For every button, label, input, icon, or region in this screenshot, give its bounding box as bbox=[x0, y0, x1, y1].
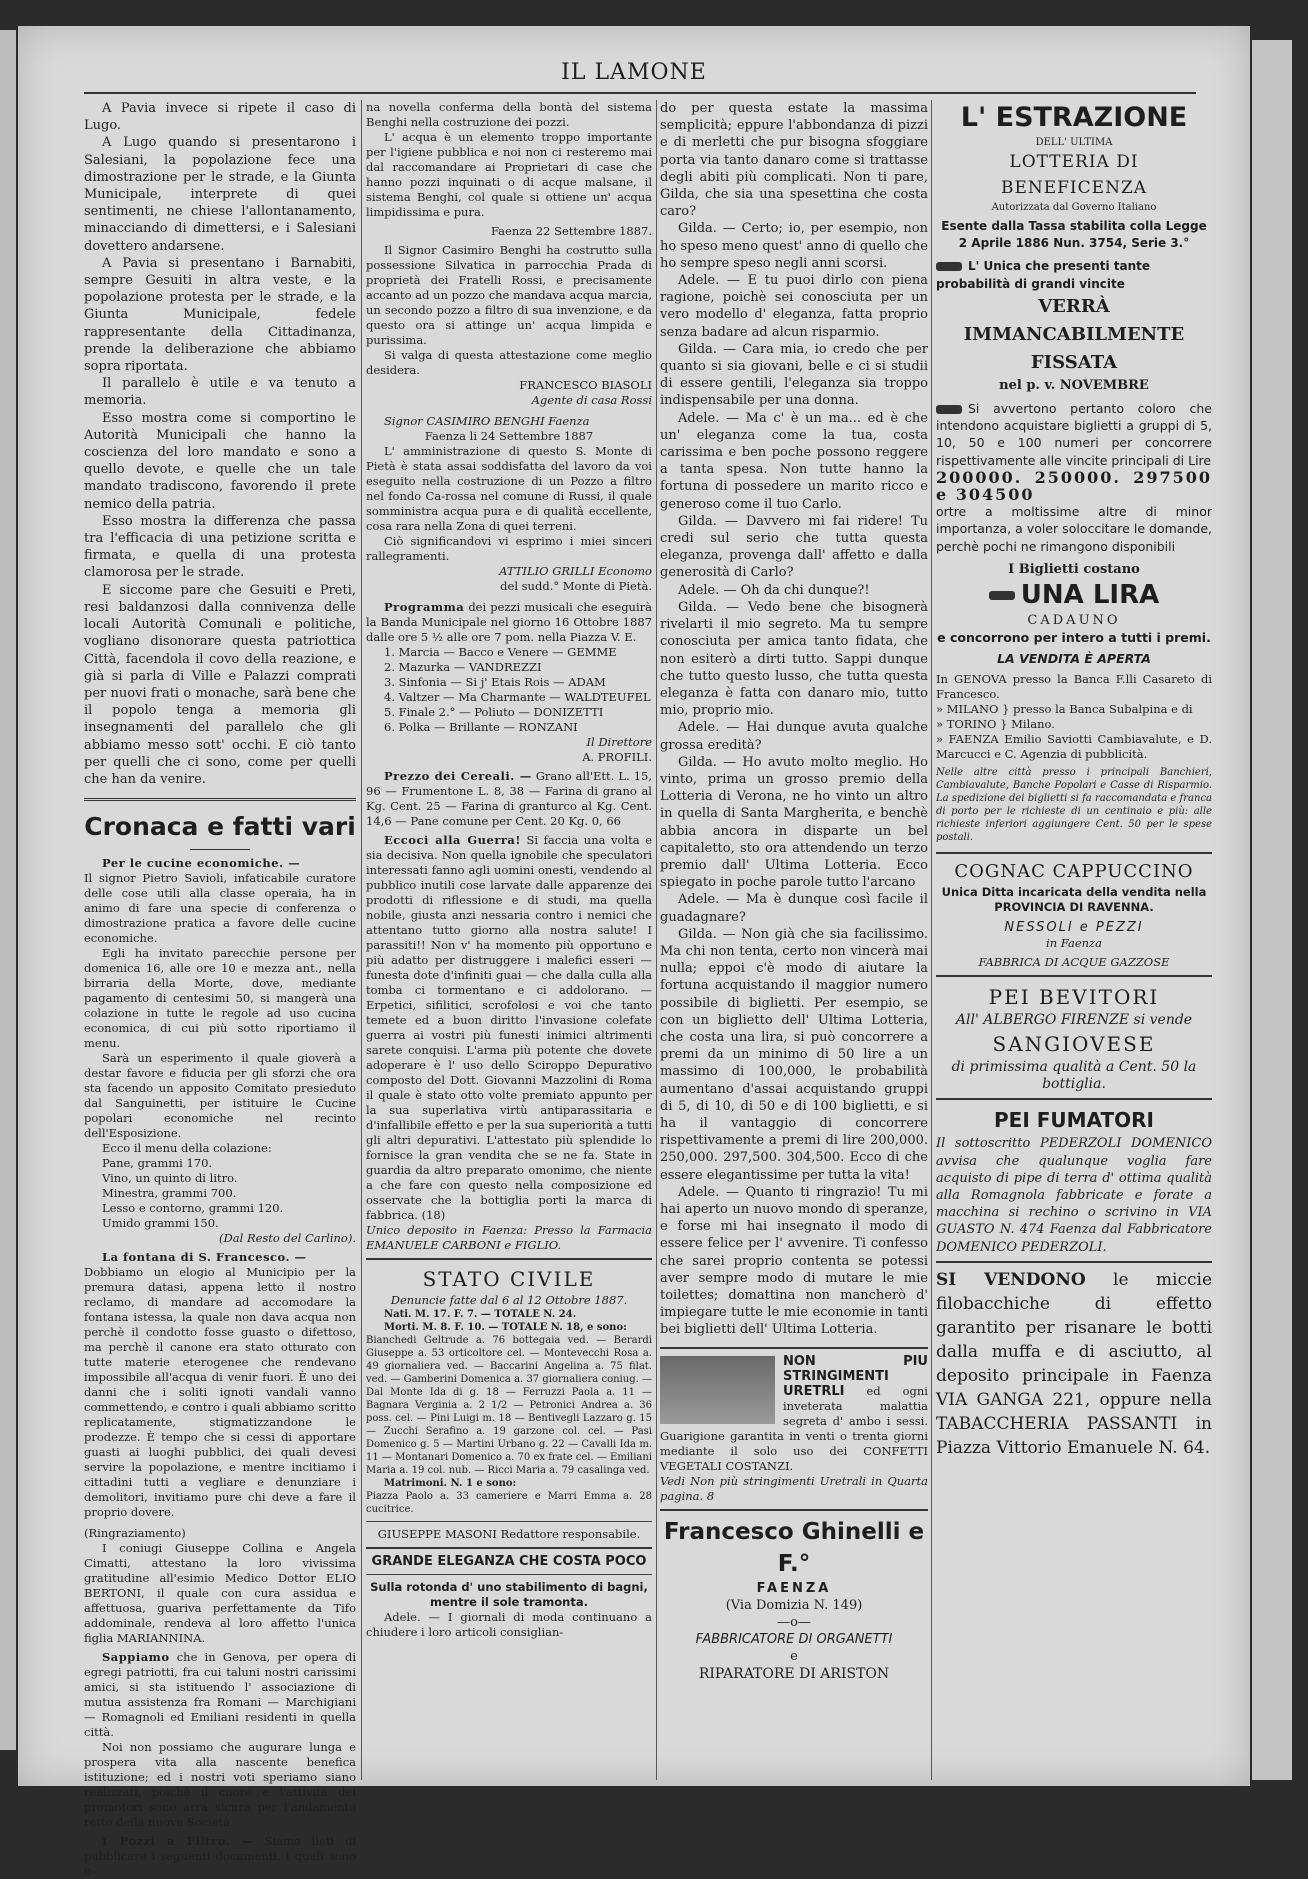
stato-civile-line: Morti. M. 8. F. 10. — TOTALE N. 18, e sono: bbox=[384, 1322, 627, 1333]
program-item: 5. Finale 2.° — Poliuto — DONIZETTI bbox=[384, 705, 604, 719]
uretri-ad bbox=[660, 1354, 928, 1504]
article-paragraph: Esso mostra la differenza che passa tra l'efficacia di una petizione scritta e firmata, e quella di una protesta clamorosa per le strade. bbox=[84, 513, 356, 581]
section-rule bbox=[936, 975, 1212, 977]
menu-item: Minestra, grammi 700. bbox=[102, 1186, 237, 1201]
news-text: Ecco il menu della colazione: bbox=[102, 1141, 272, 1156]
eleganza-title: GRANDE ELEGANZA CHE COSTA POCO bbox=[371, 1554, 647, 1569]
vendono-ad bbox=[936, 1268, 1212, 1460]
masthead: IL LAMONE bbox=[561, 60, 707, 85]
news-text: Ciò significandovi vi esprimo i miei sinceri rallegramenti. bbox=[366, 534, 652, 563]
ad-text: » FAENZA Emilio Saviotti Cambiavalute, e D. Marcucci e C. Agenzia di pubblicità. bbox=[936, 731, 1212, 761]
ad-text: in Faenza bbox=[1046, 935, 1102, 950]
bevitori-ad bbox=[936, 982, 1212, 1094]
ad-city: FAENZA bbox=[756, 1580, 832, 1596]
section-rule bbox=[936, 1098, 1212, 1100]
section-rule bbox=[366, 1521, 652, 1522]
news-text: L' acqua è un elemento troppo importante per l'igiene pubblica e noi non ci resteremo mai dal raccomandare ai Proprietari di case che hanno pozzi inquinati o di acque malsane, il sistema Benghi, col quale si ottiene un' acqua limpidissima e pura. bbox=[366, 130, 652, 219]
news-text: L' amministrazione di questo S. Monte di Pietà è stata assai soddisfatta del lavoro da voi eseguito nella costruzione di un Pozzo a filtro nel fondo Ca-rossa nel comune di Russi, il quale somministra acqua pura e di qualità eccellente, cosa rara nella Zona di quei terreni. bbox=[366, 444, 652, 533]
ad-title: PEI BEVITORI bbox=[988, 984, 1160, 1009]
item-title: Eccoci alla Guerra! bbox=[384, 833, 521, 847]
ad-title: NON PIU STRINGIMENTI URETRLI bbox=[783, 1353, 928, 1399]
ad-text: Esente dalla Tassa stabilita colla Legge 2 Aprile 1886 Nun. 3754, Serie 3.° bbox=[941, 219, 1207, 251]
eleganza-subtitle: Sulla rotonda d' uno stabilimento di bagni, mentre il sole tramonta. bbox=[370, 1580, 648, 1609]
article-paragraph: Esso mostra come si comportino le Autorità Municipali che hanno la coscienza del loro mandato e sono a quello devote, e quelle che un tale mandato tradiscono, favorendo il prete nemico della patria. bbox=[84, 410, 356, 512]
section-rule bbox=[660, 1509, 928, 1511]
news-text: na novella conferma della bontà del sistema Benghi nella costruzione dei pozzi. bbox=[366, 100, 652, 129]
item-title: La fontana di S. Francesco. — bbox=[102, 1250, 307, 1265]
dialog-line: Gilda. — Certo; io, per esempio, non ho speso meno quest' anno di quello che ho sempre speso negli anni scorsi. bbox=[660, 221, 928, 271]
ad-text: All' ALBERGO FIRENZE si vende bbox=[955, 1011, 1193, 1028]
ad-title: SI VENDONO bbox=[936, 1269, 1086, 1290]
ad-illustration bbox=[660, 1356, 775, 1424]
section-heading: Cronaca e fatti vari bbox=[84, 812, 356, 842]
ad-text: Si avvertono pertanto coloro che intendono acquistare biglietti a gruppi di 5, 10, 50 e 100 numeri per concorrere rispettivamente alle vincite principali di Lire bbox=[936, 401, 1212, 468]
article-paragraph: Il parallelo è utile e va tenuto a memoria. bbox=[84, 376, 356, 409]
ad-text: LOTTERIA DI BENEFICENZA bbox=[1000, 152, 1148, 198]
program-item: 1. Marcia — Bacco e Venere — GEMME bbox=[384, 645, 617, 659]
ad-text: RIPARATORE DI ARISTON bbox=[698, 1665, 890, 1682]
ad-text: » TORINO } Milano. bbox=[936, 716, 1055, 731]
signature: ATTILIO GRILLI Economo bbox=[499, 564, 652, 578]
ad-text: ed ogni inveterata malattia segreta d' ambo i sessi. Guarigione garantita in venti o trenta giorni mediante il solo uso dei CONFETTI VEGETALI COSTANZI. bbox=[660, 1383, 928, 1473]
item-title: Sappiamo bbox=[102, 1650, 170, 1665]
stato-civile-title: STATO CIVILE bbox=[422, 1267, 596, 1291]
news-text: Si valga di questa attestazione come meglio desidera. bbox=[366, 348, 652, 377]
pointing-hand-icon bbox=[936, 262, 962, 271]
dialog-line: Adele. — Hai dunque avuta qualche grossa eredità? bbox=[660, 720, 928, 753]
ad-text: NESSOLI e PEZZI bbox=[1004, 919, 1144, 935]
column-divider bbox=[931, 100, 932, 1780]
ad-text: LA VENDITA È APERTA bbox=[997, 651, 1151, 667]
ad-text: FABBRICATORE DI ORGANETTI bbox=[695, 1632, 893, 1648]
signature: A. PROFILI. bbox=[582, 750, 652, 764]
column-4 bbox=[936, 100, 1212, 1780]
letter-address: Signor CASIMIRO BENGHI Faenza bbox=[384, 414, 590, 428]
news-text: Il Signor Casimiro Benghi ha costrutto sulla possessione Silvatica in parrocchia Prada di proprietà dei Fratelli Rossi, e precisamente accanto ad un pozzo che mandava acqua marcia, un secondo pozzo a filtro di sua invenzione, e da questo ora si attinge un' acqua limpida e purissima. bbox=[366, 243, 652, 347]
program-item: 4. Valtzer — Ma Charmante — WALDTEUFEL bbox=[384, 690, 651, 704]
dialog-line: Adele. — Ma c' è un ma... ed è che un' eleganza come la tua, costa carissima e ben poche possono reggere a tanta spesa. Non tutte hanno la fortuna di possedere un marito ricco e generoso come il tuo Carlo. bbox=[660, 410, 928, 512]
dialog-line: Adele. — E tu puoi dirlo con piena ragione, poichè sei conosciuta per un vero modello d' eleganza, fatta proprio senza badare ad alcun risparmio. bbox=[660, 273, 928, 340]
ad-text: DELL' ULTIMA bbox=[1035, 137, 1113, 148]
stato-civile-subtitle: Denuncie fatte dal 6 al 12 Ottobre 1887. bbox=[390, 1293, 628, 1307]
fumatori-ad bbox=[936, 1105, 1212, 1255]
news-text: Il signor Pietro Savioli, infaticabile curatore delle cose utili alla classe operaia, ha in animo di fare una specie di conferenza o dimostrazione pratica a favore delle cucine economiche. bbox=[84, 871, 356, 946]
program-item: 3. Sinfonia — Si j' Etais Rois — ADAM bbox=[384, 675, 606, 689]
dialog-line: Adele. — Quanto ti ringrazio! Tu mi hai aperto un nuovo mondo di speranze, e forse mi hai insegnato il modo di essere felice per l' avvenire. Ti confesso che sarei proprio contenta se potessi aver sempre modo di mutare le mie toilettes; domattina non mancherò d' impiegare tutte le mie economie in tanti bei biglietti dell' Ultima Lotteria. bbox=[660, 1184, 928, 1338]
ad-text: Il sottoscritto PEDERZOLI DOMENICO avvisa che qualunque voglia fare acquisto di pipe di terra d' ottima qualità alla Romagnola fabbricate e forate a macchina si rechino o scrivino in VIA GUASTO N. 474 Faenza dal Fabbricatore DOMENICO PEDERZOLI. bbox=[936, 1136, 1212, 1255]
dialog-line: Gilda. — Davvero mi fai ridere! Tu credi sul serio che tutta questa eleganza, provenga dall' affetto e dalla generosità di Carlo? bbox=[660, 513, 928, 581]
column-1 bbox=[84, 100, 357, 1879]
news-text: dei pezzi musicali che eseguirà la Banda Municipale nel giorno 16 Ottobre 1887 dalle ore 5 ½ alle ore 7 pom. nella Piazza V. E. bbox=[366, 600, 652, 644]
item-title: Programma bbox=[384, 600, 465, 614]
ad-text: VERRÀ IMMANCABILMENTE FISSATA bbox=[963, 295, 1185, 373]
dialog-line: Gilda. — Ho avuto molto meglio. Ho vinto, prima un grosso premio della Lotteria di Verona, ne ho vinto un altro in quella di Santa Margherita, e benchè abbia ancora in disparte un bel capitaletto, sto ora attendendo un terzo premio dall' Ultima Lotteria. Ecco spiegato in poche parole tutto l'arcano bbox=[660, 754, 928, 891]
ad-text: di primissima qualità a Cent. 50 la bottiglia. bbox=[951, 1059, 1197, 1093]
menu-item: Vino, un quinto di litro. bbox=[102, 1171, 238, 1186]
menu-item: Umido grammi 150. bbox=[102, 1216, 219, 1231]
ad-text: ortre a moltissime altre di minor importanza, a voler soloccitare le domande, perchè pochi ne rimangono disponibili bbox=[936, 504, 1212, 554]
ad-note: Vedi Non più stringimenti Uretrali in Quarta pagina. 8 bbox=[660, 1473, 928, 1503]
ad-number: (18) bbox=[421, 1208, 446, 1222]
stato-civile-text: Bianchedi Geltrude a. 76 bottegaia ved. — Berardi Giuseppe a. 53 orticoltore cel. — Montevecchi Rosa a. 49 giornaliera ved. — Baccarini Angelina a. 75 filat. ved. — Gamberini Domenica a. 37 giornaliera coniug. — Dal Monte Ida di g. 18 — Ferruzzi Paola a. 11 — Bagnara Verginia a. 2 1/2 — Petronici Andrea a. 36 poss. cel. — Pini Luigi m. 18 — Bentivegli Lazzaro g. 15 — Zucchi Serafino a. 19 garzone col. cel. — Pasi Domenico g. 5 — Martini Urbano g. 22 — Cavalli Ida m. 11 — Montanari Domenico a. 70 ex frate cel. — Emiliani Maria a. 19 col. nub. — Ricci Maria a. 79 casalinga ved. bbox=[366, 1335, 652, 1476]
column-divider bbox=[656, 100, 657, 1780]
ad-text: le miccie filobacchiche di effetto garantito per risanare le botti dalla muffa e di asciutto, al deposito principale in Faenza VIA GANGA 221, oppure nella TABACCHERIA PASSANTI in Piazza Vittorio Emanuele N. 64. bbox=[936, 1269, 1212, 1458]
masthead-rule bbox=[84, 92, 1196, 94]
column-3 bbox=[660, 100, 928, 1780]
ad-title: PEI FUMATORI bbox=[994, 1108, 1154, 1133]
section-rule bbox=[936, 852, 1212, 854]
news-text: Egli ha invitato parecchie persone per domenica 16, alle ore 10 e mezza ant., nella birraria della Morte, dove, mediante pagamento di centesimi 50, si mangerà una colazione in tutte le regole ad uso cucina economica, di cui più sotto riportiamo il menu. bbox=[84, 946, 356, 1051]
program-item: 6. Polka — Brillante — RONZANI bbox=[384, 720, 578, 734]
ad-text: nel p. v. NOVEMBRE bbox=[999, 377, 1149, 393]
ad-text: L' Unica che presenti tante probabilità di grandi vincite bbox=[936, 259, 1151, 291]
dialog-line: Adele. — I giornali di moda continuano a chiudere i loro articoli consiglian- bbox=[366, 1610, 652, 1639]
news-text: I coniugi Giuseppe Collina e Angela Cimatti, attestano la loro vivissima gratitudine all'esimio Medico Dottor ELIO BERTONI, il quale con cura assidua e affettuosa, guariva perfettamente da Tifo addominale, rendeva al loro affetto l'unica figlia MARIANNINA. bbox=[84, 1541, 356, 1646]
article-paragraph: A Lugo quando si presentarono i Salesiani, la popolazione fece una dimostrazione per le strade, e la Giunta Municipale, interprete di quei sentimenti, ne chiese l'allontanamento, minacciando di dimettersi, e i Salesiani dovettero andarsene. bbox=[84, 135, 356, 254]
program-item: 2. Mazurka — VANDREZZI bbox=[384, 660, 542, 674]
dialog-line: Adele. — Oh da chi dunque?! bbox=[678, 582, 870, 598]
news-text: Noi non possiamo che augurare lunga e prospera vita alla nascente benefica istituzione; ed i nostri voti speriamo siano realizzati, poichè il cuore e l'attività dei promotori sono arra sicura per l'andamento retto della nuova Società. bbox=[84, 1740, 356, 1830]
section-rule bbox=[366, 1547, 652, 1549]
ad-text: Unica Ditta incaricata della vendita nella PROVINCIA DI RAVENNA. bbox=[941, 884, 1207, 914]
short-rule bbox=[190, 849, 250, 850]
menu-item: Lesso e contorno, grammi 120. bbox=[102, 1201, 284, 1216]
news-text: Unico deposito in Faenza: Presso la Farmacia EMANUELE CARBONI e FIGLIO. bbox=[366, 1223, 652, 1252]
ad-text: Autorizzata dal Governo Italiano bbox=[991, 202, 1157, 213]
ad-text: » MILANO } presso la Banca Subalpina e di bbox=[936, 701, 1193, 716]
ad-number: 8 bbox=[706, 1488, 715, 1503]
letter-date: Faenza 22 Settembre 1887. bbox=[490, 224, 652, 238]
ad-prize-numbers: 200000. 250000. 297500 e 304500 bbox=[936, 467, 1212, 505]
right-page-edge bbox=[1252, 40, 1292, 1780]
cognac-ad bbox=[936, 859, 1212, 970]
section-rule bbox=[84, 798, 356, 801]
news-text: Si faccia una volta e sia decisiva. Non quella ignobile che speculatori interessati fanno agli uomini onesti, vendendo al pubblico inutili cose larvate dalle apparenze dei prodotti di riflessione e di studi, ma quella nobile, giusta anzi nessaria contro i nemici che attentano tutto giorno alla nostra salute! I parassiti!! Non v' ha momento più opportuno e più adatto per distruggere i malefici esseri — funesta dote d'infiniti guai — che dalla culla alla tomba ci tormentano e ci addolorano. — Erpetici, sifilitici, scrofolosi e voi che tanto temete ed a buon diritto l'invasione colefate guerra ai vostri più funesti inimici altrimenti sarete conquisi. L'arma più potente che dovete adoperare è l' uso dello Sciroppo Depurativo composto del Dott. Giovanni Mazzolini di Roma il quale è stato otto volte premiato appunto per la sua superlativa virtù antiparassitaria e d'infallibile effetto e per la sua superiorità a tutti gli altri depurativi. L'attestato più splendide lo fornisce la gran vendita che se ne fa. State in guardia da altro preparato omonimo, che niente a che fare con questo nella composizione ed osservate che la bottiglia porti la marca di fabbrica. bbox=[366, 833, 653, 1222]
source-note: (Dal Resto del Carlino). bbox=[219, 1231, 356, 1246]
redattore-line: GIUSEPPE MASONI Redattore responsabile. bbox=[377, 1527, 641, 1541]
ad-title: L' ESTRAZIONE bbox=[960, 102, 1188, 133]
dialog-line: Gilda. — Non già che sia facilissimo. Ma chi non tenta, certo non vincerà mai nulla; eppoi c'è modo di aiutare la fortuna acquistando il maggior numero possibile di biglietti. Per esempio, se con un biglietto dell' Ultima Lotteria, che costa una lira, si può concorrere a premi da un minimo di 50 lire a un massimo di 100,000, le probabilità aumentano d'assai acquistando gruppi di 5, di 10, di 50 e di 100 biglietti, e si ha il vantaggio di concorrere rispettivamente a premi di lire 200,000. 250,000. 297,500. 304,500. Ecco di che essere elegantissime per tutta la vita! bbox=[660, 926, 928, 1183]
lotteria-ad bbox=[936, 100, 1212, 844]
ad-text: e concorrono per intero a tutti i premi. bbox=[937, 630, 1211, 646]
ad-title: COGNAC CAPPUCCINO bbox=[954, 860, 1194, 882]
letter-date: Faenza li 24 Settembre 1887 bbox=[424, 429, 594, 443]
ad-text: I Biglietti costano bbox=[1008, 561, 1140, 577]
ad-address: (Via Domizia N. 149) bbox=[725, 1597, 863, 1613]
article-paragraph: E siccome pare che Gesuiti e Preti, resi baldanzosi dalla connivenza delle locali Autorità Comunali e politiche, vogliano disonorare questa patriottica Città, facendola il covo della reazione, e già si parla di Ville e Palazzi comprati per nuovi frati o monache, sarà bene che il popolo tenga a memoria gli insegnamenti del parallelo che gli abbiamo messo sott' occhi. E ciò tanto per quelli che ci sono, come per quelli che han da venire. bbox=[84, 582, 356, 787]
news-subhead: (Ringraziamento) bbox=[84, 1526, 186, 1541]
dialog-line: Adele. — Ma è dunque così facile il guadagnare? bbox=[660, 892, 928, 925]
news-text: Sarà un esperimento il quale gioverà a destar favore e fiducia per gli sforzi che ora sta facendo un apposito Comitato presieduto dal Sanguinetti, per istituire le Cucine popolari economiche nel recinto dell'Esposizione. bbox=[84, 1051, 356, 1141]
news-text: Siamo lieti di pubblicare i seguenti documenti, i quali sono u- bbox=[84, 1834, 357, 1879]
dialog-line: Gilda. — Vedo bene che bisognerà rivelarti il mio segreto. Ma tu sempre conosciuta per amica tanto fidata, che non esiterò a dirti tutto. Sappi dunque che tutto questo lusso, che tutta questa eleganza è fatta con danaro mio, tutto mio, proprio mio. bbox=[660, 599, 928, 719]
dialog-line: do per questa estate la massima semplicità; eppure l'abbondanza di pizzi e di merletti che pur bisogna sfoggiare porta via tanto danaro come si trattasse degli abiti più complicati. Non ti pare, Gilda, che sia una spesettina che costa caro? bbox=[660, 101, 928, 220]
signature: Agente di casa Rossi bbox=[531, 393, 652, 407]
ad-text: CADAUNO bbox=[1027, 613, 1121, 629]
section-rule bbox=[936, 1261, 1212, 1263]
ad-text: UNA LIRA bbox=[936, 578, 1212, 612]
pointing-hand-icon bbox=[936, 405, 962, 414]
news-text: Grano all'Ett. L. 15, 96 — Frumentone L. 8, 38 — Farina di grano al Kg. Cent. 25 — Farina di granturco al Kg. Cent. 14,6 — Pane comune per Cent. 20 Kg. 0, 66 bbox=[366, 769, 652, 828]
ad-text: SANGIOVESE bbox=[992, 1032, 1156, 1057]
news-text: Dobbiamo un elogio al Municipio per la premura datasi, appena letto il nostro reclamo, di mandare ad accomodare la fontana istessa, la quale non dava acqua non perchè il condotto fosse guasto o difettoso, ma perchè il canone era stato otturato con tutte materie eterogenee che rendevano impossibile all'acqua di venir fuori. È uno dei danni che i soliti ignoti vandali vanno commettendo, e contro i quali abbiamo scritto replicatamente, stigmatizzandone le prodezze. È tempo che si cessi di apportare guasti ai luoghi pubblici, dei quali devesi servire la popolazione, e mentre incitiamo i cittadini tutti a vegliare e denunziare i demolitori, invitiamo pure chi deve a fare il proprio dovere. bbox=[84, 1265, 356, 1520]
ad-note: Nelle altre città presso i principali Banchieri, Cambiavalute, Banche Popolari e Casse di Risparmio. La spedizione dei biglietti si fa raccomandata e franca di porto per le richieste di un centinaio e più: alle richieste inferiori aggiungere Cent. 50 per le spese postali. bbox=[936, 766, 1212, 843]
ad-text: In GENOVA presso la Banca F.lli Casareto di Francesco. bbox=[936, 671, 1212, 701]
dialog-line: Gilda. — Cara mia, io credo che per quanto si sia giovani, belle e ci si studii di essere gentili, l'eleganza sia troppo indispensabile per una donna. bbox=[660, 341, 928, 409]
ad-text: FABBRICA DI ACQUE GAZZOSE bbox=[978, 954, 1170, 969]
article-paragraph: A Pavia invece si ripete il caso di Lugo. bbox=[84, 101, 356, 134]
article-paragraph: A Pavia si presentano i Barnabiti, sempre Gesuiti in altra veste, e la popolazione protesta per le strade, e la Giunta Municipale, fedele rappresentante della Cittadinanza, prende la deliberazione che abbiamo sopra riportata. bbox=[84, 255, 356, 375]
ad-text: e bbox=[790, 1649, 798, 1665]
signature: FRANCESCO BIASOLI bbox=[519, 378, 652, 392]
ad-title: Francesco Ghinelli e F.° bbox=[663, 1518, 925, 1577]
stato-civile-line: Nati. M. 17. F. 7. — TOTALE N. 24. bbox=[384, 1309, 577, 1320]
section-rule bbox=[660, 1347, 928, 1349]
menu-item: Pane, grammi 170. bbox=[102, 1156, 213, 1171]
stato-civile-text: Piazza Paolo a. 33 cameriere e Marri Emma a. 28 cucitrice. bbox=[366, 1491, 652, 1515]
newspaper-page bbox=[18, 26, 1250, 1879]
left-page-edge bbox=[0, 30, 16, 1750]
signature: del sudd.° Monte di Pietà. bbox=[500, 579, 652, 593]
item-title: Per le cucine economiche. — bbox=[102, 856, 301, 871]
pointing-hand-icon bbox=[989, 591, 1015, 600]
section-rule bbox=[366, 1574, 652, 1575]
ad-separator: —o— bbox=[777, 1615, 811, 1631]
item-title: Prezzo dei Cereali. — bbox=[384, 769, 532, 783]
section-rule bbox=[366, 1258, 652, 1260]
column-divider bbox=[361, 100, 362, 1780]
ghinelli-ad bbox=[660, 1516, 928, 1683]
signature: Il Direttore bbox=[586, 735, 652, 749]
item-title: I Pozzi a Filtro. — bbox=[102, 1834, 254, 1849]
column-2 bbox=[366, 100, 652, 1780]
stato-civile-line: Matrimoni. N. 1 e sono: bbox=[384, 1478, 517, 1489]
news-text: che in Genova, per opera di egregi patriotti, fra cui taluni nostri carissimi amici, si sta istituendo l' associazione di mutua assistenza fra Romani — Marchigiani — Romagnoli ed Emiliani residenti in quella città. bbox=[84, 1650, 356, 1740]
